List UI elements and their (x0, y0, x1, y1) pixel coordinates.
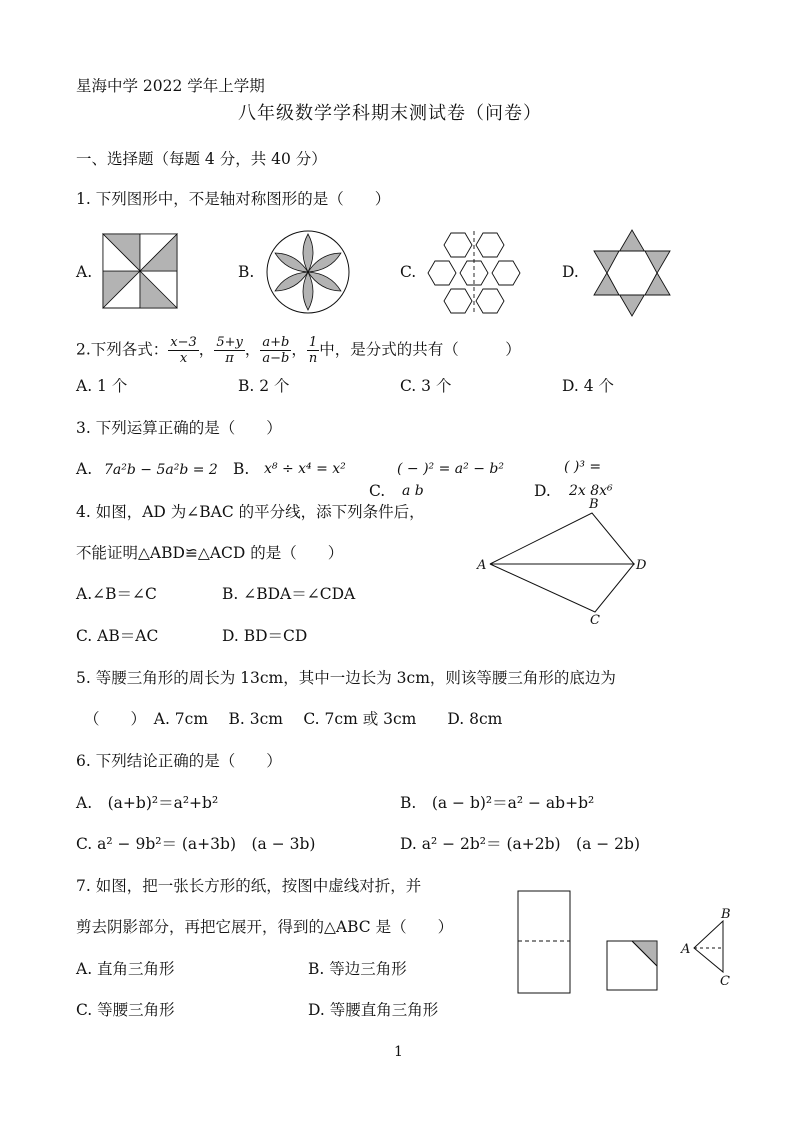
q2-fraction-2 (214, 335, 245, 366)
q6-option-c: C. a² − 9b²＝ (a+3b) (a − 3b) (76, 835, 316, 853)
q7-option-d: D. 等腰直角三角形 (308, 1001, 439, 1019)
q7-option-c: C. 等腰三角形 (76, 1001, 175, 1019)
q3-option-d-bottom: 2x 8x⁶ (569, 483, 613, 499)
flower-circle-figure (265, 229, 351, 315)
triangle-b-label: B (721, 907, 731, 922)
section-heading: 一、选择题（每题 4 分，共 40 分） (76, 150, 327, 168)
q3-option-a-expr: 7a²b − 5a²b = 2 (104, 462, 218, 478)
q7-line1: 7. 如图，把一张长方形的纸，按图中虚线对折，并 (76, 877, 422, 895)
kite-triangle-figure (476, 496, 656, 630)
triangle-c-label: C (720, 974, 730, 989)
point-d-label: D (636, 558, 647, 573)
q3-option-d-label: D. (534, 482, 551, 500)
point-c-label: C (590, 613, 600, 628)
triangle-abc (694, 921, 723, 972)
q4-option-b: B. ∠BDA＝∠CDA (222, 585, 356, 603)
page-title: 八年级数学学科期末测试卷（问卷） (238, 103, 542, 124)
q5-line2: （ ） A. 7cm B. 3cm C. 7cm 或 3cm D. 8cm (84, 710, 503, 728)
triangle-a-label: A (681, 942, 691, 957)
unfolded-paper (518, 891, 570, 993)
q6-stem: 6. 下列结论正确的是（ ） (76, 752, 282, 770)
page-number: 1 (394, 1044, 403, 1060)
q2-prefix: 2.下列各式： (76, 340, 169, 359)
q4-option-a: A.∠B＝∠C (76, 585, 157, 603)
q1-option-b: B. (238, 263, 255, 281)
q3-option-a-label: A. (76, 460, 93, 478)
q4-line1: 4. 如图，AD 为∠BAC 的平分线，添下列条件后， (76, 503, 425, 521)
q2-suffix: 中，是分式的共有（ ） (319, 340, 521, 359)
q2-fraction-3 (260, 335, 291, 366)
q6-option-a: A. (a+b)²＝a²+b² (76, 794, 219, 812)
q2-fraction-3-den: a−b (262, 351, 290, 366)
q3-option-c-label: C. (369, 482, 386, 500)
point-a-label: A (477, 558, 487, 573)
q3-option-b-expr: x⁸ ÷ x⁴ = x² (264, 461, 346, 477)
q3-option-c-bottom: a b (402, 483, 424, 499)
q5-line1: 5. 等腰三角形的周长为 13cm，其中一边长为 3cm，则该等腰三角形的底边为 (76, 669, 616, 687)
q6-option-b: B. (a − b)²＝a² − ab+b² (400, 794, 595, 812)
q1-option-c: C. (400, 263, 417, 281)
q2-fraction-1 (168, 335, 199, 366)
q2-separator: ， (291, 340, 307, 359)
hexagon-cluster-figure (427, 231, 521, 315)
q3-stem: 3. 下列运算正确的是（ ） (76, 419, 282, 437)
q2-fraction-2-num: 5+y (216, 335, 243, 350)
q2-separator: ， (198, 340, 215, 359)
q2-option-c: C. 3 个 (400, 377, 452, 395)
q7-option-a: A. 直角三角形 (76, 960, 175, 978)
q2-stem (76, 335, 521, 366)
q3-option-c-top: ( − )² = a² − b² (397, 461, 504, 477)
q2-separator: ， (244, 340, 261, 359)
q7-option-b: B. 等边三角形 (308, 960, 407, 978)
point-b-label: B (589, 497, 599, 512)
q3-option-d-top: ( )³ = (564, 459, 602, 475)
school-term: 星海中学 2022 学年上学期 (76, 77, 265, 95)
q2-fraction-1-num: x−3 (170, 335, 197, 350)
pinwheel-figure (103, 234, 177, 308)
q4-option-c: C. AB＝AC (76, 627, 159, 645)
q1-option-d: D. (562, 263, 579, 281)
q2-fraction-4-num: 1 (307, 335, 319, 351)
q2-option-d: D. 4 个 (562, 377, 615, 395)
q4-option-d: D. BD＝CD (222, 627, 308, 645)
q2-fraction-1-den: x (179, 351, 188, 366)
q2-fraction-2-den: π (225, 351, 234, 366)
q2-fraction-3-num: a+b (262, 335, 290, 350)
q7-line2: 剪去阴影部分，再把它展开，得到的△ABC 是（ ） (76, 918, 454, 936)
q1-stem: 1. 下列图形中，不是轴对称图形的是（ ） (76, 190, 391, 208)
paper-fold-figures (515, 888, 745, 998)
q4-line2: 不能证明△ABD≌△ACD 的是（ ） (76, 544, 344, 562)
q6-option-d: D. a² − 2b²＝ (a+2b) (a − 2b) (400, 835, 641, 853)
q2-fraction-4 (307, 335, 319, 366)
q1-option-a: A. (76, 263, 93, 281)
q2-fraction-4-den: n (308, 351, 318, 366)
q2-option-b: B. 2 个 (238, 377, 290, 395)
star-of-david-figure (592, 229, 672, 317)
q2-option-a: A. 1 个 (76, 377, 128, 395)
q3-option-b-label: B. (233, 460, 250, 478)
